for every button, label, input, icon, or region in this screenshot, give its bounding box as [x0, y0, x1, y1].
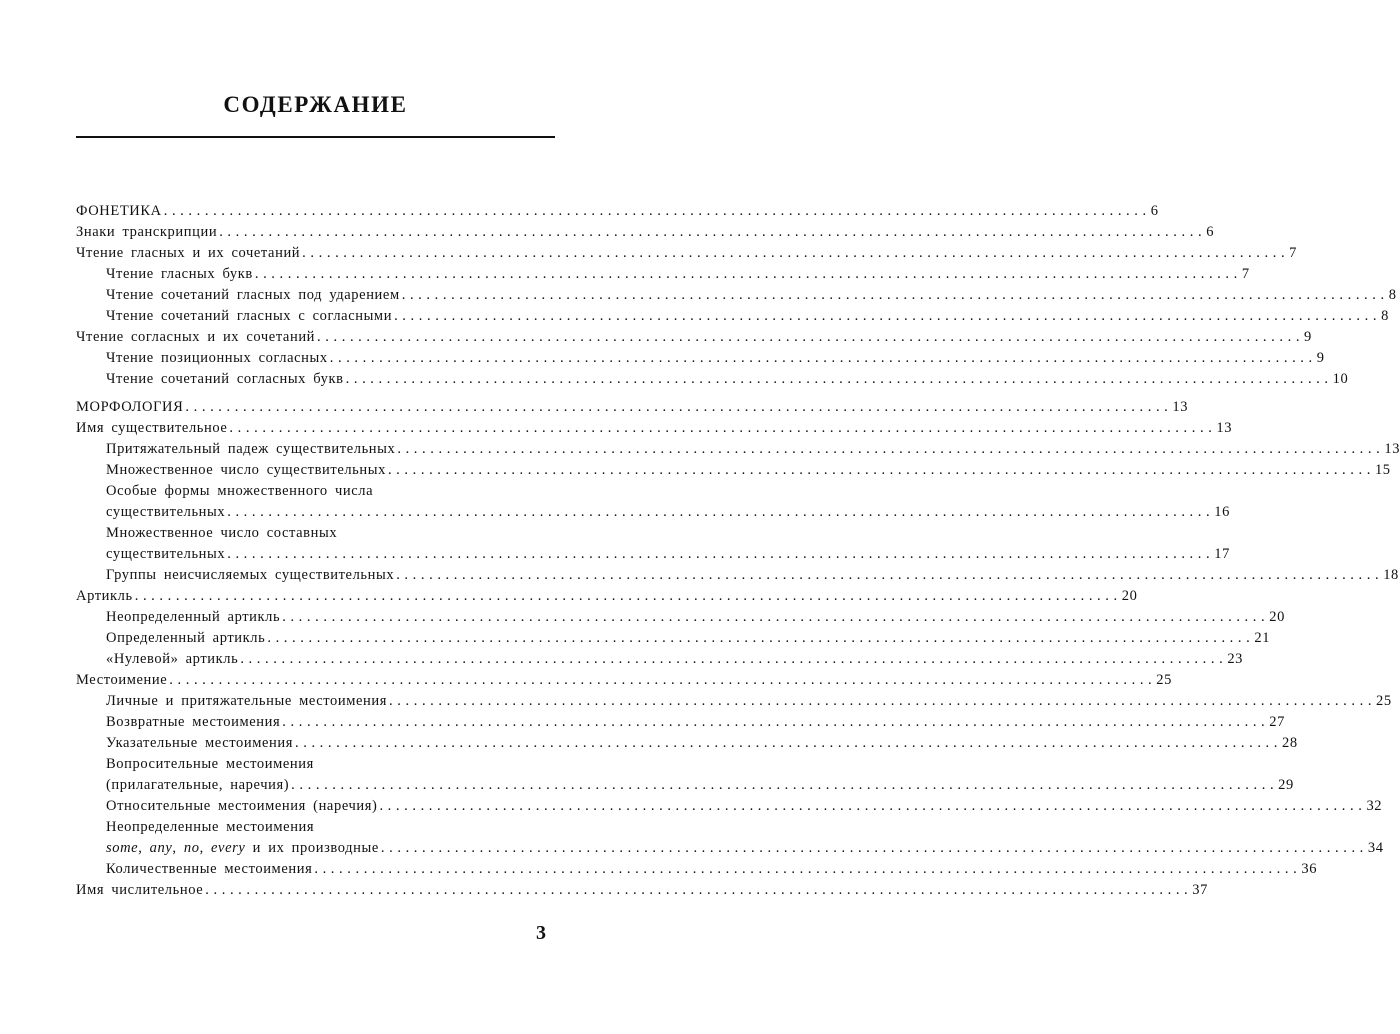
toc-entry-title: Чтение позиционных согласных	[106, 350, 328, 366]
dot-leader: ........................................................................................................................	[267, 630, 1255, 646]
toc-entry[interactable]	[76, 775, 1294, 796]
toc-entry[interactable]	[76, 754, 555, 775]
toc-entry-title-part: no	[183, 840, 200, 856]
toc-entry[interactable]	[76, 817, 555, 838]
toc-entry[interactable]	[76, 460, 1391, 481]
toc-entry[interactable]	[76, 691, 1392, 712]
toc-entry-page: 15	[1374, 462, 1391, 478]
toc-entry-page: 25	[1156, 672, 1172, 688]
toc-entry-page: 20	[1121, 588, 1138, 604]
toc-entry-title: Группы неисчисляемых существительных	[106, 567, 395, 583]
toc-entry-page: 13	[1216, 420, 1233, 436]
toc-entry-title: «Нулевой» артикль	[106, 651, 239, 667]
toc-entry[interactable]	[76, 348, 1325, 369]
toc-entry-page: 20	[1269, 609, 1285, 625]
toc-entry-title: Количественные местоимения	[106, 861, 313, 877]
toc-entry[interactable]	[76, 397, 1189, 418]
toc-entry-page: 6	[1150, 203, 1159, 219]
dot-leader: ........................................................................................................................	[389, 693, 1377, 709]
dot-leader: ........................................................................................................................	[254, 266, 1242, 282]
page-number: 3	[536, 922, 546, 944]
table-of-contents	[76, 201, 1400, 901]
dot-leader: ........................................................................................................................	[302, 245, 1290, 261]
toc-entry-page: 28	[1282, 735, 1298, 751]
toc-entry-page: 17	[1214, 546, 1230, 562]
toc-entry[interactable]	[76, 607, 1285, 628]
toc-entry-page: 13	[1172, 399, 1189, 415]
toc-entry-title: существительных	[106, 504, 226, 520]
toc-entry[interactable]	[76, 838, 1384, 859]
toc-entry[interactable]	[76, 264, 1250, 285]
dot-leader: ........................................................................................................................	[229, 420, 1217, 436]
toc-entry-page: 34	[1367, 840, 1384, 856]
dot-leader: ........................................................................................................................	[345, 371, 1333, 387]
toc-entry[interactable]	[76, 285, 1397, 306]
toc-entry-title-part: every	[211, 840, 246, 856]
toc-entry-title: Множественное число существительных	[106, 462, 386, 478]
toc-entry-title: Чтение сочетаний гласных с согласными	[106, 308, 393, 324]
dot-leader: ........................................................................................................................	[219, 224, 1207, 240]
toc-entry-page: 10	[1332, 371, 1349, 387]
dot-leader: ........................................................................................................................	[163, 203, 1151, 219]
toc-entry-title: Неопределенные местоимения	[106, 819, 315, 835]
toc-entry-title: Особые формы множественного числа	[106, 483, 374, 499]
dot-leader: ........................................................................................................................	[394, 308, 1382, 324]
toc-entry[interactable]	[76, 733, 1298, 754]
dot-leader: ........................................................................................................................	[295, 735, 1282, 751]
dot-leader: ........................................................................................................................	[397, 441, 1385, 457]
title-divider	[76, 136, 555, 138]
toc-entry[interactable]	[76, 628, 1271, 649]
toc-entry-page: 18	[1383, 567, 1399, 583]
toc-entry[interactable]	[76, 243, 1298, 264]
dot-leader: ........................................................................................................................	[380, 840, 1368, 856]
toc-entry-page: 16	[1214, 504, 1230, 520]
dot-leader: ........................................................................................................................	[401, 287, 1389, 303]
toc-entry-page: 13	[1384, 441, 1400, 457]
toc-entry-title-part: any	[149, 840, 173, 856]
toc-entry-page: 32	[1366, 798, 1383, 814]
dot-leader: ........................................................................................................................	[291, 777, 1279, 793]
dot-leader: ........................................................................................................................	[387, 462, 1375, 478]
page-title: СОДЕРЖАНИЕ	[223, 92, 408, 117]
toc-entry[interactable]	[76, 439, 1400, 460]
toc-entry-page: 8	[1388, 287, 1397, 303]
toc-entry-page: 37	[1192, 882, 1208, 898]
dot-leader: ........................................................................................................................	[329, 350, 1317, 366]
toc-entry-title: Вопросительные местоимения	[106, 756, 314, 772]
dot-leader: ........................................................................................................................	[205, 882, 1193, 898]
toc-entry-page: 6	[1206, 224, 1215, 240]
toc-entry[interactable]	[76, 327, 1312, 348]
toc-entry[interactable]	[76, 859, 1318, 880]
toc-entry-title: Знаки транскрипции	[76, 224, 218, 240]
toc-entry[interactable]	[76, 586, 1138, 607]
toc-entry-title: ФОНЕТИКА	[76, 203, 162, 219]
toc-entry-page: 36	[1301, 861, 1318, 877]
toc-entry[interactable]	[76, 306, 1389, 327]
toc-entry-page: 27	[1269, 714, 1285, 730]
toc-entry[interactable]	[76, 523, 555, 544]
toc-entry-title: существительных	[106, 546, 226, 562]
toc-entry-title: Относительные местоимения (наречия)	[106, 798, 378, 814]
toc-entry-page: 7	[1241, 266, 1250, 282]
toc-entry-title	[106, 838, 379, 859]
toc-entry-title-part: ,	[172, 840, 184, 856]
toc-entry-title: Чтение сочетаний согласных букв	[106, 371, 344, 387]
toc-entry-page: 7	[1289, 245, 1298, 261]
toc-entry-page: 9	[1316, 350, 1325, 366]
toc-entry[interactable]	[76, 796, 1383, 817]
toc-entry-title: Указательные местоимения	[106, 735, 293, 751]
toc-entry-title: Определенный артикль	[106, 630, 266, 646]
dot-leader: ........................................................................................................................	[379, 798, 1367, 814]
dot-leader: ........................................................................................................................	[134, 588, 1122, 604]
toc-entry-title: Неопределенный артикль	[106, 609, 281, 625]
toc-entry[interactable]	[76, 544, 1230, 565]
toc-entry-page: 21	[1254, 630, 1271, 646]
toc-entry[interactable]	[76, 565, 1399, 586]
toc-entry-page: 25	[1376, 693, 1392, 709]
toc-entry[interactable]	[76, 481, 555, 502]
toc-entry-page: 8	[1381, 308, 1389, 324]
toc-entry-title: Чтение гласных букв	[106, 266, 253, 282]
toc-entry-title: Чтение сочетаний гласных под ударением	[106, 287, 400, 303]
toc-entry-page: 29	[1278, 777, 1294, 793]
dot-leader: ........................................................................................................................	[227, 546, 1215, 562]
toc-entry[interactable]	[76, 369, 1349, 390]
toc-entry[interactable]	[76, 418, 1233, 439]
toc-entry-title: МОРФОЛОГИЯ	[76, 399, 184, 415]
toc-entry-page: 9	[1304, 329, 1312, 345]
toc-entry-title-part: ,	[138, 840, 150, 856]
toc-entry-title: Чтение согласных и их сочетаний	[76, 329, 316, 345]
toc-entry[interactable]	[76, 712, 1285, 733]
toc-entry-title-part: и их производные	[245, 840, 379, 856]
toc-entry[interactable]	[76, 222, 1215, 243]
toc-entry[interactable]	[76, 649, 1244, 670]
toc-entry-title: Множественное число составных	[106, 525, 338, 541]
dot-leader: ........................................................................................................................	[314, 861, 1302, 877]
toc-entry-title: (прилагательные, наречия)	[106, 777, 290, 793]
toc-entry-title-part: ,	[199, 840, 212, 856]
dot-leader: ........................................................................................................................	[185, 399, 1173, 415]
toc-entry[interactable]	[76, 670, 1172, 691]
dot-leader: ........................................................................................................................	[396, 567, 1384, 583]
toc-entry[interactable]	[76, 201, 1159, 222]
toc-entry-title: Чтение гласных и их сочетаний	[76, 245, 301, 261]
dot-leader: ........................................................................................................................	[282, 609, 1270, 625]
dot-leader: ........................................................................................................................	[227, 504, 1215, 520]
dot-leader: ........................................................................................................................	[282, 714, 1270, 730]
toc-entry[interactable]	[76, 880, 1208, 901]
dot-leader: ........................................................................................................................	[240, 651, 1228, 667]
toc-entry-title: Притяжательный падеж существительных	[106, 441, 396, 457]
toc-entry-title: Местоимение	[76, 672, 168, 688]
toc-entry-title: Возвратные местоимения	[106, 714, 281, 730]
toc-entry-title: Артикль	[76, 588, 133, 604]
toc-entry-title: Личные и притяжательные местоимения	[106, 693, 388, 709]
toc-entry-title: Имя существительное	[76, 420, 228, 436]
dot-leader: ........................................................................................................................	[317, 329, 1305, 345]
dot-leader: ........................................................................................................................	[169, 672, 1157, 688]
toc-entry[interactable]	[76, 502, 1230, 523]
toc-entry-page: 23	[1227, 651, 1244, 667]
toc-entry-title-part: some	[106, 840, 139, 856]
toc-entry-title: Имя числительное	[76, 882, 204, 898]
